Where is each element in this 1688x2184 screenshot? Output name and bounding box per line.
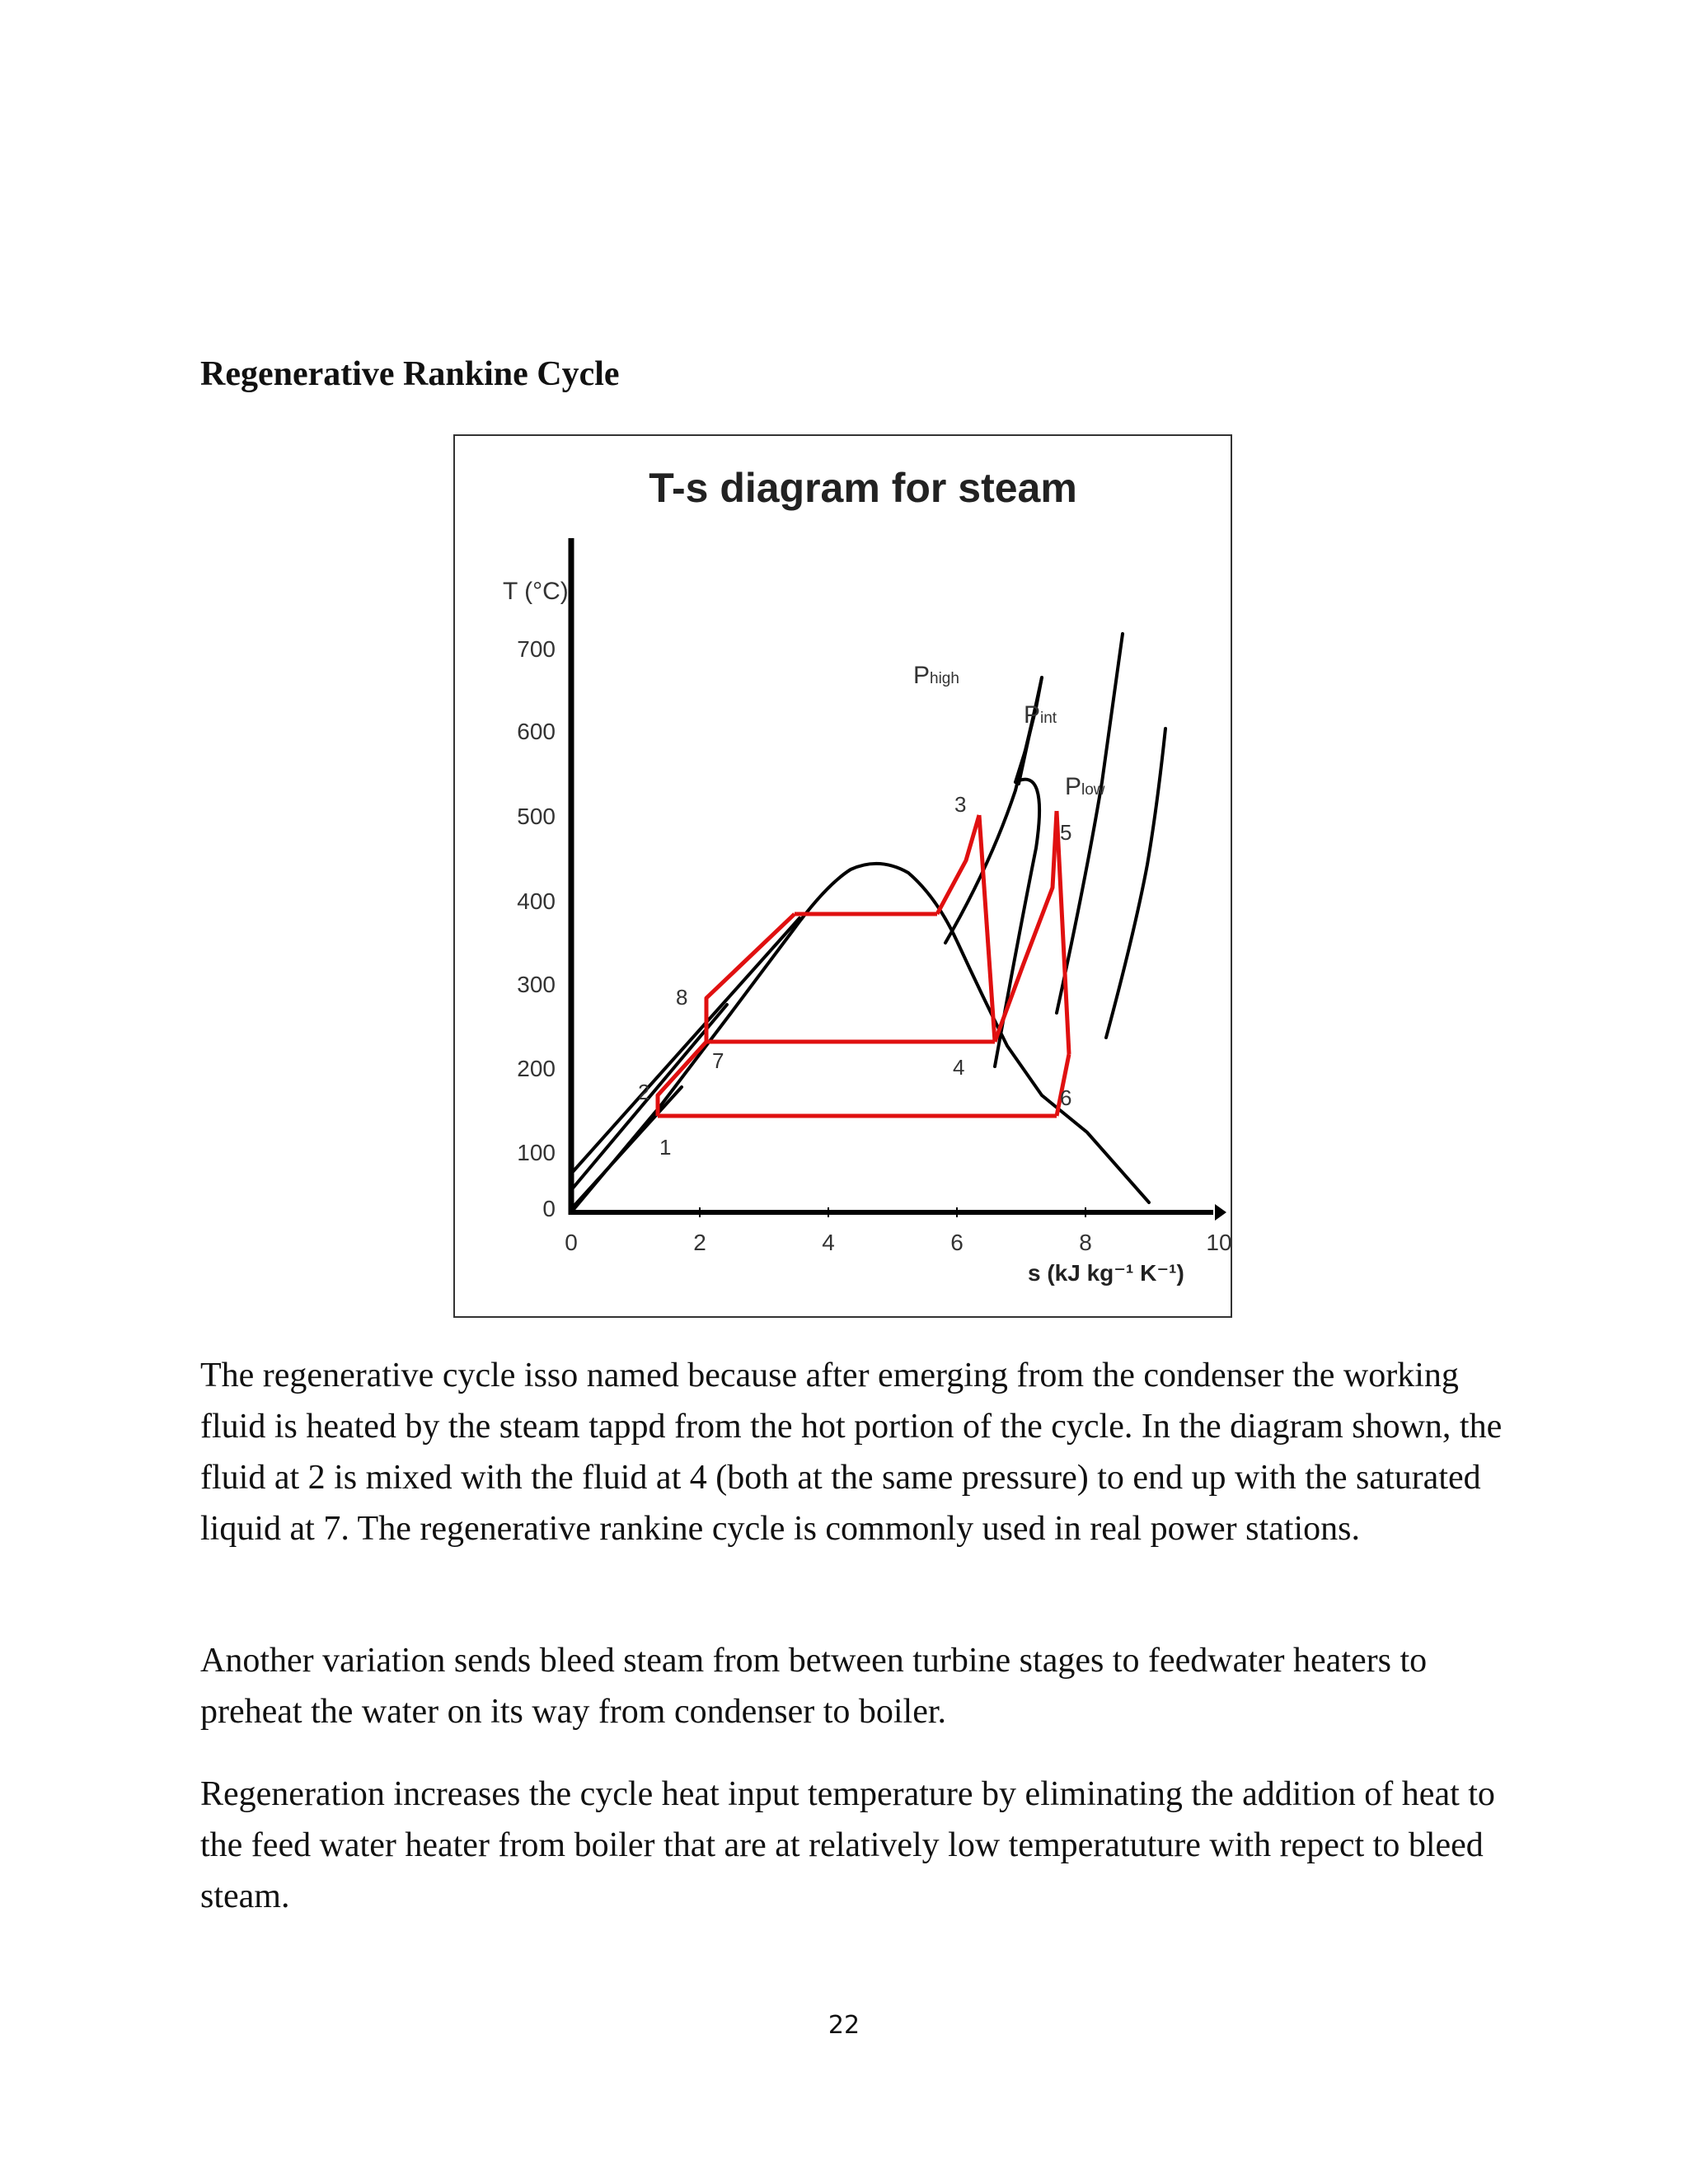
paragraph-regenerative-cycle: The regenerative cycle isso named because after emerging from the condenser the working fluid is heated by the steam tappd from the hot portion of the cycle. In the diagram shown, the fluid at 2 is mixed with the fluid at 4 (both at the same pressure) to end up with the saturated liquid at 7. The regenerative rankine cycle is commonly used in real power stations. — [200, 1357, 1503, 1548]
isobar-labels — [913, 662, 1105, 800]
x-tick-label: 0 — [565, 1230, 578, 1255]
point-label-4: 4 — [953, 1055, 965, 1080]
x-tick-label: 10 — [1206, 1230, 1232, 1255]
isobar-label-int-main: P — [1024, 701, 1041, 729]
isobar-label-high-main: P — [913, 662, 931, 689]
state-point-labels — [638, 792, 1071, 1160]
y-tick-label: 500 — [517, 804, 556, 829]
isobar-label-high-sub: high — [930, 670, 959, 687]
isobar-label-int — [1024, 701, 1057, 729]
point-label-6: 6 — [1060, 1085, 1072, 1110]
ts-diagram-figure — [453, 434, 1232, 1318]
x-tick-label: 8 — [1079, 1230, 1092, 1255]
point-label-8: 8 — [676, 985, 688, 1010]
isobar-label-int-sub: int — [1040, 710, 1057, 727]
y-tick-label: 100 — [517, 1140, 556, 1165]
paragraph-bleed-steam: Another variation sends bleed steam from between turbine stages to feedwater heaters to preheat the water on its way from condenser to boiler. — [200, 1642, 1428, 1731]
y-tick-label: 400 — [517, 888, 556, 914]
y-tick-label: 0 — [542, 1196, 556, 1221]
isobar-curves — [571, 634, 1165, 1212]
x-axis-label: s (kJ kg⁻¹ K⁻¹) — [1028, 1260, 1184, 1286]
y-axis-label: T (°C) — [503, 578, 569, 605]
y-tick-label: 300 — [517, 972, 556, 997]
section-heading: Regenerative Rankine Cycle — [200, 355, 620, 393]
point-label-2: 2 — [638, 1080, 650, 1104]
x-tick-labels — [565, 1230, 1231, 1255]
x-tick-label: 2 — [693, 1230, 706, 1255]
x-axis-arrow — [1215, 1204, 1226, 1221]
paragraph-regeneration-benefit: Regeneration increases the cycle heat input temperature by eliminating the addition of heat to the feed water heater from boiler that are at relatively low temperatuture with repect to bleed steam. — [200, 1775, 1495, 1915]
y-tick-label: 600 — [517, 719, 556, 744]
ts-diagram — [455, 436, 1234, 1319]
point-label-7: 7 — [712, 1048, 724, 1073]
isobar-label-low — [1065, 773, 1105, 800]
isobar-label-high — [913, 662, 959, 689]
point-label-3: 3 — [954, 792, 967, 817]
y-tick-label: 200 — [517, 1056, 556, 1081]
page-number: 22 — [828, 2011, 860, 2040]
y-tick-labels — [517, 636, 556, 1221]
x-tick-label: 4 — [822, 1230, 835, 1255]
isobar-label-low-main: P — [1065, 773, 1082, 800]
y-tick-label: 700 — [517, 636, 556, 662]
point-label-5: 5 — [1060, 820, 1072, 845]
diagram-title: T-s diagram for steam — [649, 465, 1077, 511]
x-tick-label: 6 — [950, 1230, 964, 1255]
point-label-1: 1 — [659, 1135, 672, 1160]
isobar-label-low-sub: low — [1081, 781, 1105, 799]
